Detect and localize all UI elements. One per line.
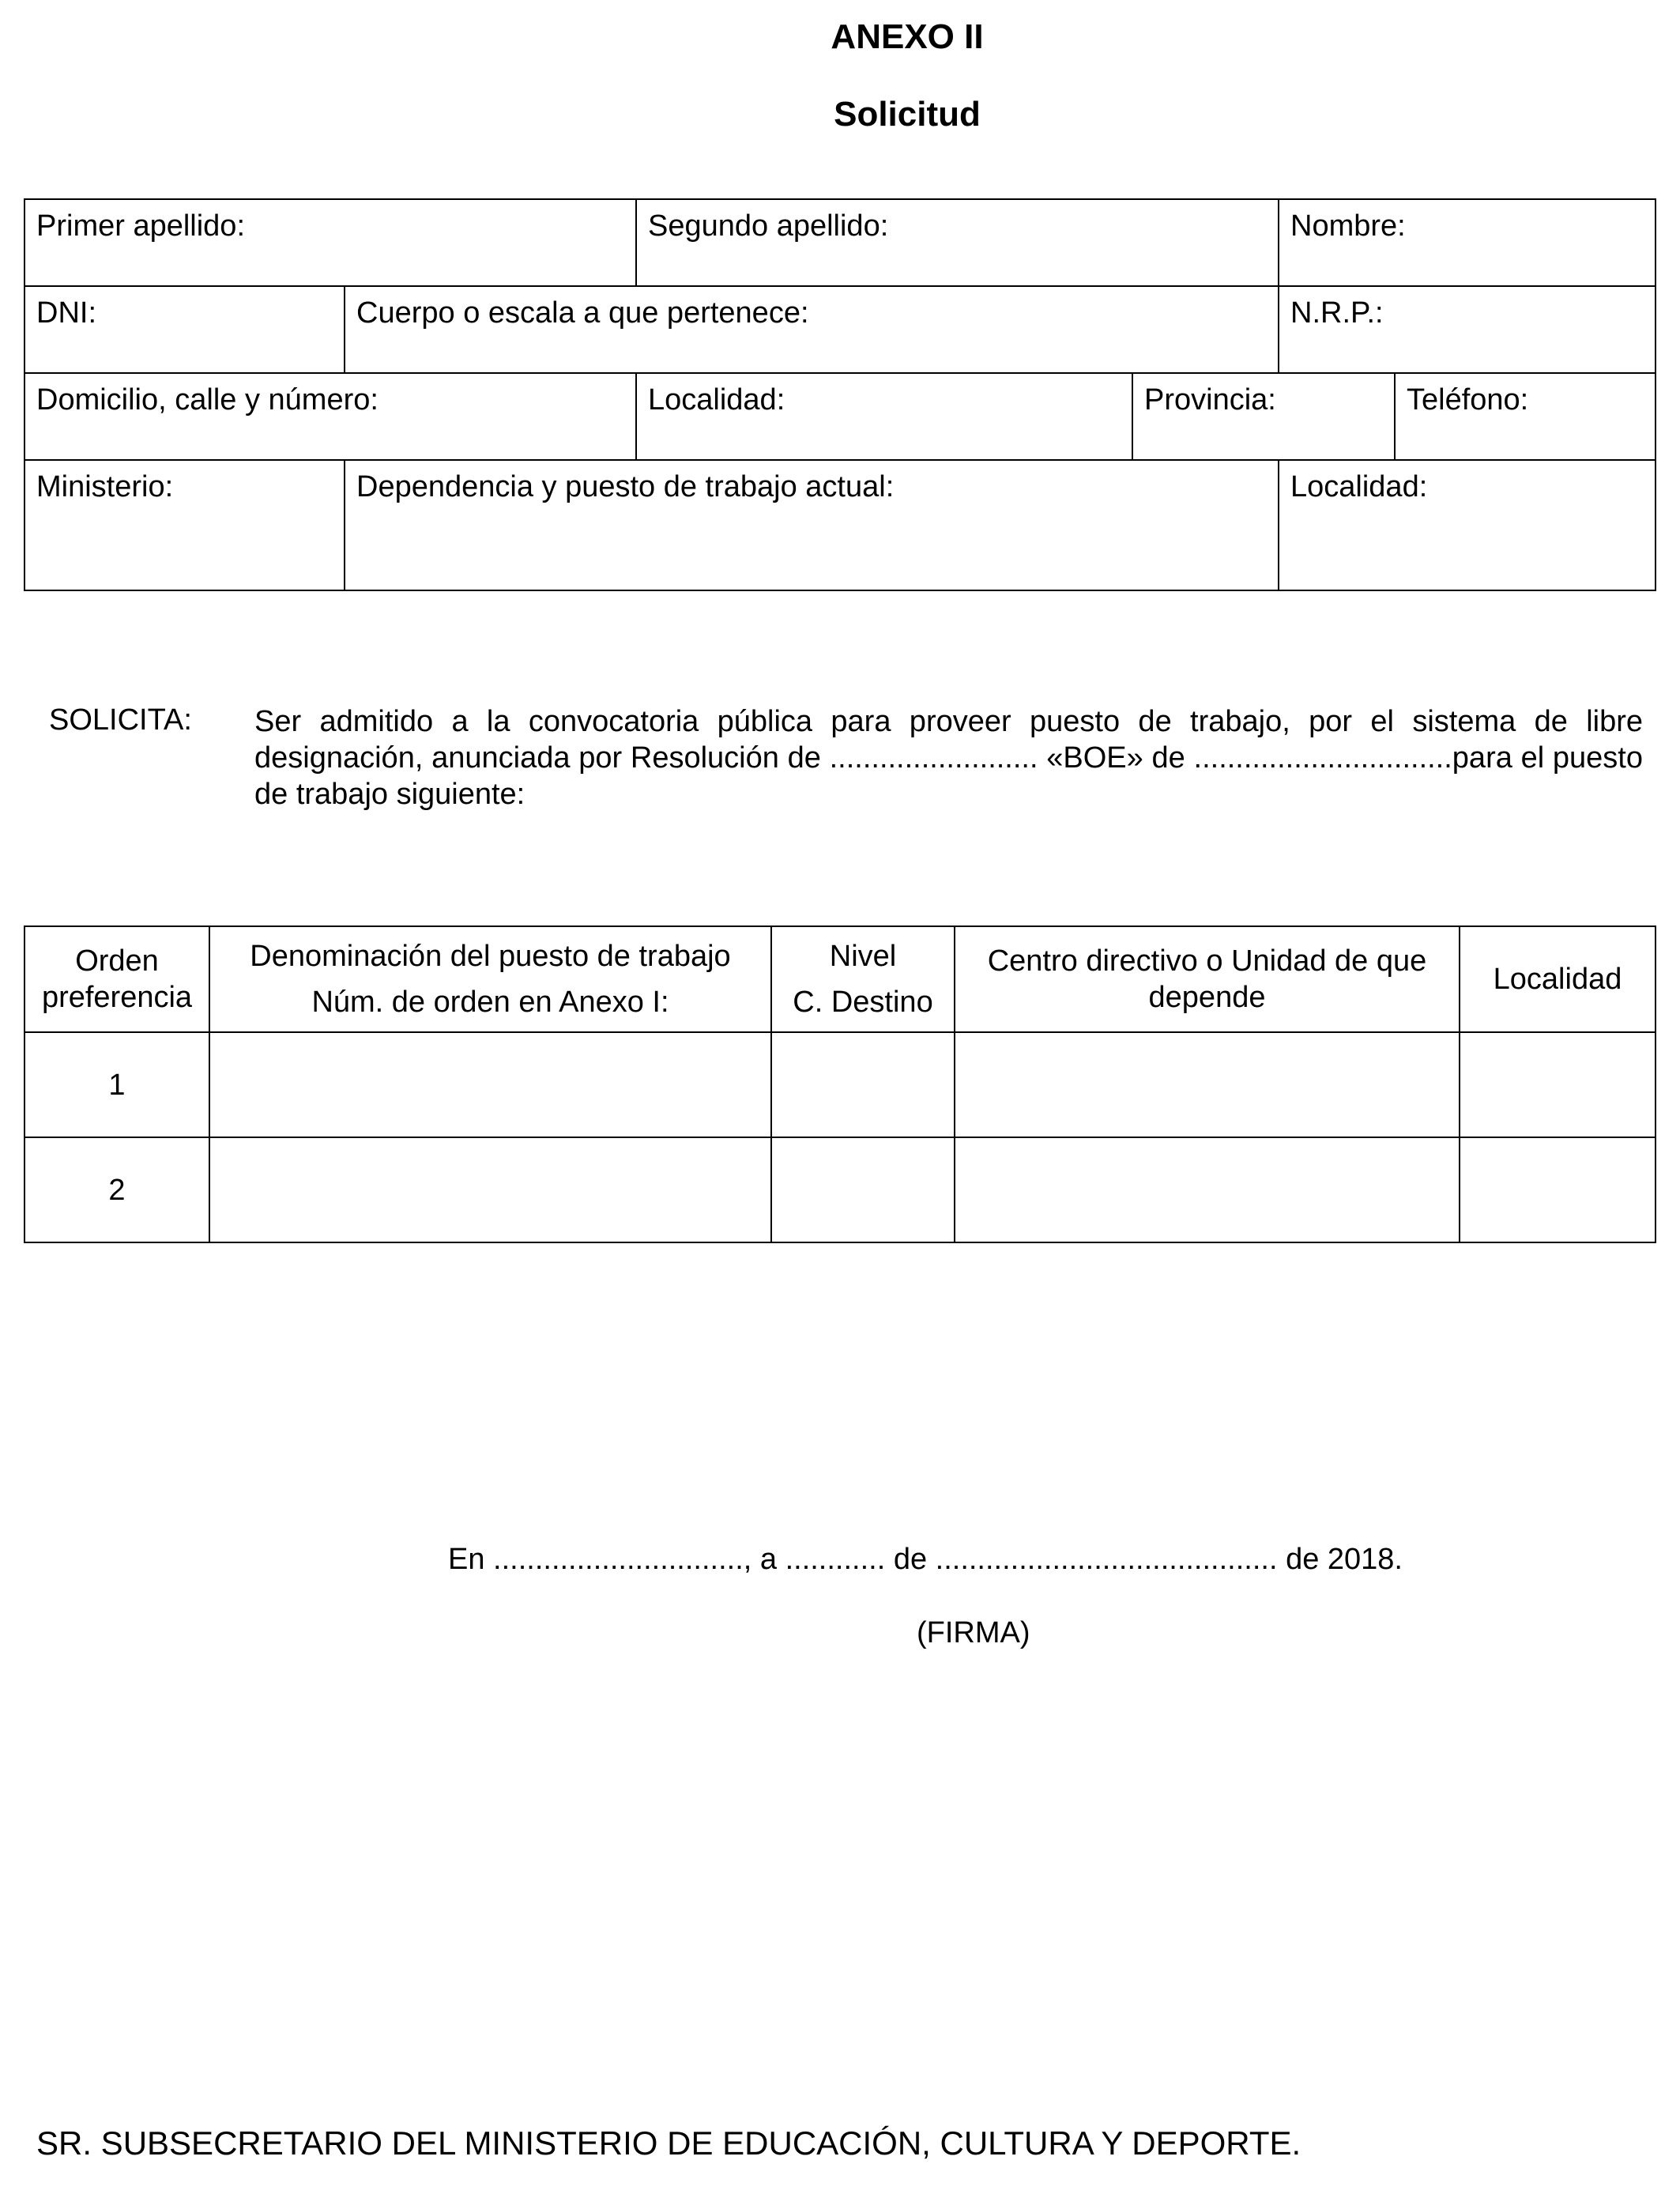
ministerio-field[interactable]	[24, 460, 345, 590]
annex-title: ANEXO II	[831, 17, 984, 56]
header-centro-line2: depende	[1148, 981, 1266, 1014]
table-header-row	[24, 926, 1656, 1032]
row-2-centro-cell[interactable]	[955, 1137, 1460, 1242]
row-2-orden: 2	[24, 1137, 209, 1242]
row-1-orden: 1	[24, 1032, 209, 1137]
cuerpo-label: Cuerpo o escala a que pertenece:	[356, 296, 809, 330]
personal-data-table	[24, 198, 1656, 591]
dependencia-field[interactable]	[345, 460, 1279, 590]
primer-apellido-label: Primer apellido:	[36, 209, 245, 243]
header-orden-line1: Orden	[75, 944, 159, 978]
page-title: Solicitud	[834, 95, 981, 134]
row-1-denominacion-cell[interactable]	[209, 1032, 771, 1137]
provincia-label: Provincia:	[1144, 383, 1276, 417]
domicilio-field[interactable]	[24, 373, 636, 460]
addressee-line: SR. SUBSECRETARIO DEL MINISTERIO DE EDUCACIÓN, CULTURA Y DEPORTE.	[36, 2124, 1301, 2162]
header-orden	[24, 926, 209, 1032]
localidad-domicilio-label: Localidad:	[648, 383, 785, 417]
row-2-nivel-cell[interactable]	[771, 1137, 955, 1242]
table-row	[24, 1137, 1656, 1242]
primer-apellido-field[interactable]	[24, 199, 636, 286]
firma-label: (FIRMA)	[917, 1616, 1030, 1649]
telefono-label: Teléfono:	[1407, 383, 1529, 417]
header-localidad	[1460, 926, 1656, 1032]
header-nivel-line1: Nivel	[829, 940, 897, 973]
row-1-centro-cell[interactable]	[955, 1032, 1460, 1137]
solicita-label: SOLICITA:	[49, 703, 192, 737]
localidad-trabajo-field[interactable]	[1279, 460, 1656, 590]
table-row	[24, 1032, 1656, 1137]
header-denominacion	[209, 926, 771, 1032]
header-nivel	[771, 926, 955, 1032]
domicilio-label: Domicilio, calle y número:	[36, 383, 379, 417]
provincia-field[interactable]	[1132, 373, 1395, 460]
header-nivel-line2: C. Destino	[793, 986, 933, 1019]
header-centro-line1: Centro directivo o Unidad de que	[987, 944, 1427, 978]
row-2-denominacion-cell[interactable]	[209, 1137, 771, 1242]
cuerpo-field[interactable]	[345, 286, 1279, 373]
localidad-domicilio-field[interactable]	[636, 373, 1132, 460]
row-2-localidad-cell[interactable]	[1460, 1137, 1656, 1242]
header-denominacion-line1: Denominación del puesto de trabajo	[250, 940, 731, 973]
telefono-field[interactable]	[1395, 373, 1656, 460]
place-date-line: En .............................., a ............ de ......................................... de 2018.	[448, 1543, 1403, 1576]
nombre-label: Nombre:	[1290, 209, 1406, 243]
nombre-field[interactable]	[1279, 199, 1656, 286]
header-localidad-label: Localidad	[1493, 962, 1622, 996]
dni-field[interactable]	[24, 286, 345, 373]
header-centro	[955, 926, 1460, 1032]
localidad-trabajo-label: Localidad:	[1290, 470, 1428, 503]
solicita-text: Ser admitido a la convocatoria pública para proveer puesto de trabajo, por el sistema de libre designación, anunciada por Resolución de ......................... «BOE» de ...............................para el puesto de trabajo siguiente:	[254, 705, 1643, 811]
header-orden-line2: preferencia	[41, 981, 193, 1014]
preferences-table	[24, 925, 1656, 1243]
ministerio-label: Ministerio:	[36, 470, 174, 503]
segundo-apellido-label: Segundo apellido:	[648, 209, 889, 243]
segundo-apellido-field[interactable]	[636, 199, 1279, 286]
dependencia-label: Dependencia y puesto de trabajo actual:	[356, 470, 895, 503]
header-denominacion-line2: Núm. de orden en Anexo I:	[311, 986, 669, 1019]
nrp-label: N.R.P.:	[1290, 296, 1384, 330]
row-1-localidad-cell[interactable]	[1460, 1032, 1656, 1137]
dni-label: DNI:	[36, 296, 96, 330]
nrp-field[interactable]	[1279, 286, 1656, 373]
row-1-nivel-cell[interactable]	[771, 1032, 955, 1137]
